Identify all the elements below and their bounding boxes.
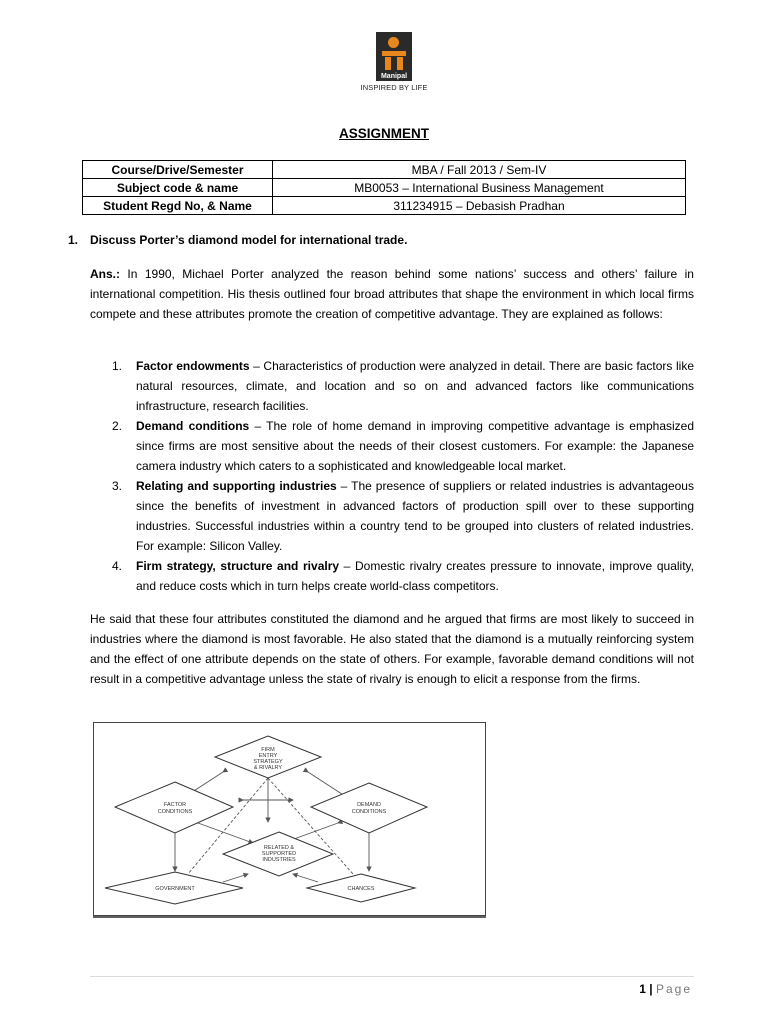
porter-diamond-diagram	[93, 722, 486, 918]
info-table	[82, 160, 686, 215]
diagram-label: FACTOR	[163, 802, 187, 808]
table-value: 311234915 – Debasish Pradhan	[273, 197, 686, 215]
answer-label: Ans.:	[90, 267, 120, 281]
table-row	[83, 197, 686, 215]
question-1	[68, 233, 407, 247]
diagram-label: CHANCES	[347, 886, 375, 892]
diagram-label: ENTRY	[258, 753, 278, 759]
list-text: – The role of home demand in improving competitive advantage is emphasized since firms are most sensitive about the needs of their closest customers. For example: the Japanese camera industry which caters to a sophisticated and knowledgeable local market.	[136, 419, 695, 473]
answer-conclusion: He said that these four attributes constituted the diamond and he argued that firms are most likely to succeed in industries where the diamond is most favorable. He also stated that the diamond is a mutually reinforcing system and the effect of one attribute depends on the state of others. For example, favorable demand conditions will not result in a competitive advantage unless the state of rivalry is enough to elicit a response from the firms.	[90, 612, 694, 686]
list-term: Relating and supporting industries	[136, 479, 337, 493]
table-key: Student Regd No, & Name	[83, 197, 273, 215]
table-key: Course/Drive/Semester	[83, 161, 273, 179]
list-item	[112, 416, 694, 476]
diagram-label: CONDITIONS	[157, 809, 193, 815]
list-text: – Domestic rivalry creates pressure to innovate, improve quality, and reduce costs which in turn helps create world-class competitors.	[136, 559, 694, 593]
page-number: 1	[639, 982, 646, 996]
diagram-label: INDUSTRIES	[262, 857, 296, 863]
list-number: 2.	[112, 419, 123, 433]
manipal-logo	[356, 32, 432, 92]
list-term: Firm strategy, structure and rivalry	[136, 559, 340, 573]
logo-tagline: INSPIRED BY LIFE	[360, 83, 428, 92]
table-value: MBA / Fall 2013 / Sem-IV	[273, 161, 686, 179]
diagram-label: STRATEGY	[253, 759, 283, 765]
diagram-label: & RIVALRY	[253, 765, 283, 771]
table-key: Subject code & name	[83, 179, 273, 197]
footer-divider	[90, 976, 694, 977]
answer-intro	[90, 264, 694, 324]
page-word: Page	[655, 982, 692, 996]
list-item	[112, 556, 694, 596]
list-item	[112, 476, 694, 556]
attributes-list	[112, 356, 694, 596]
list-item	[112, 356, 694, 416]
diagram-label: FIRM	[261, 747, 275, 753]
table-row	[83, 161, 686, 179]
logo-brand: Manipal	[380, 73, 408, 80]
list-term: Factor endowments	[136, 359, 250, 373]
answer-intro-text: In 1990, Michael Porter analyzed the reason behind some nations’ success and others’ failure in international competition. His thesis outlined four broad attributes that shape the environment in which local firms compete and these attributes promote the creation of competitive advantage. They are explained as follows:	[90, 267, 694, 321]
list-text: – Characteristics of production were analyzed in detail. There are basic factors like natural resources, climate, and location and so on and advanced factors like communications infrastructure, research facilities.	[136, 359, 694, 413]
page-footer	[639, 982, 692, 996]
diagram-label: GOVERNMENT	[155, 886, 195, 892]
question-number: 1.	[68, 233, 79, 247]
assignment-heading: ASSIGNMENT	[338, 126, 429, 141]
table-value: MB0053 – International Business Management	[273, 179, 686, 197]
list-text: – The presence of suppliers or related industries is advantageous since the benefits of investment in advanced factors of production spill over to these supporting industries. Successful industries within a country tend to be grouped into clusters of related industries. For example: Silicon Valley.	[136, 479, 694, 553]
list-number: 1.	[112, 359, 123, 373]
logo-mark	[376, 32, 412, 81]
page-separator: |	[649, 982, 653, 996]
list-number: 3.	[112, 479, 123, 493]
table-row	[83, 179, 686, 197]
list-number: 4.	[112, 559, 123, 573]
diagram-label: DEMAND	[357, 802, 381, 808]
diagram-label: RELATED &	[263, 845, 295, 851]
diagram-label: SUPPORTED	[261, 851, 297, 857]
question-text: Discuss Porter’s diamond model for international trade.	[90, 233, 408, 247]
diagram-label: CONDITIONS	[351, 809, 387, 815]
list-term: Demand conditions	[136, 419, 250, 433]
